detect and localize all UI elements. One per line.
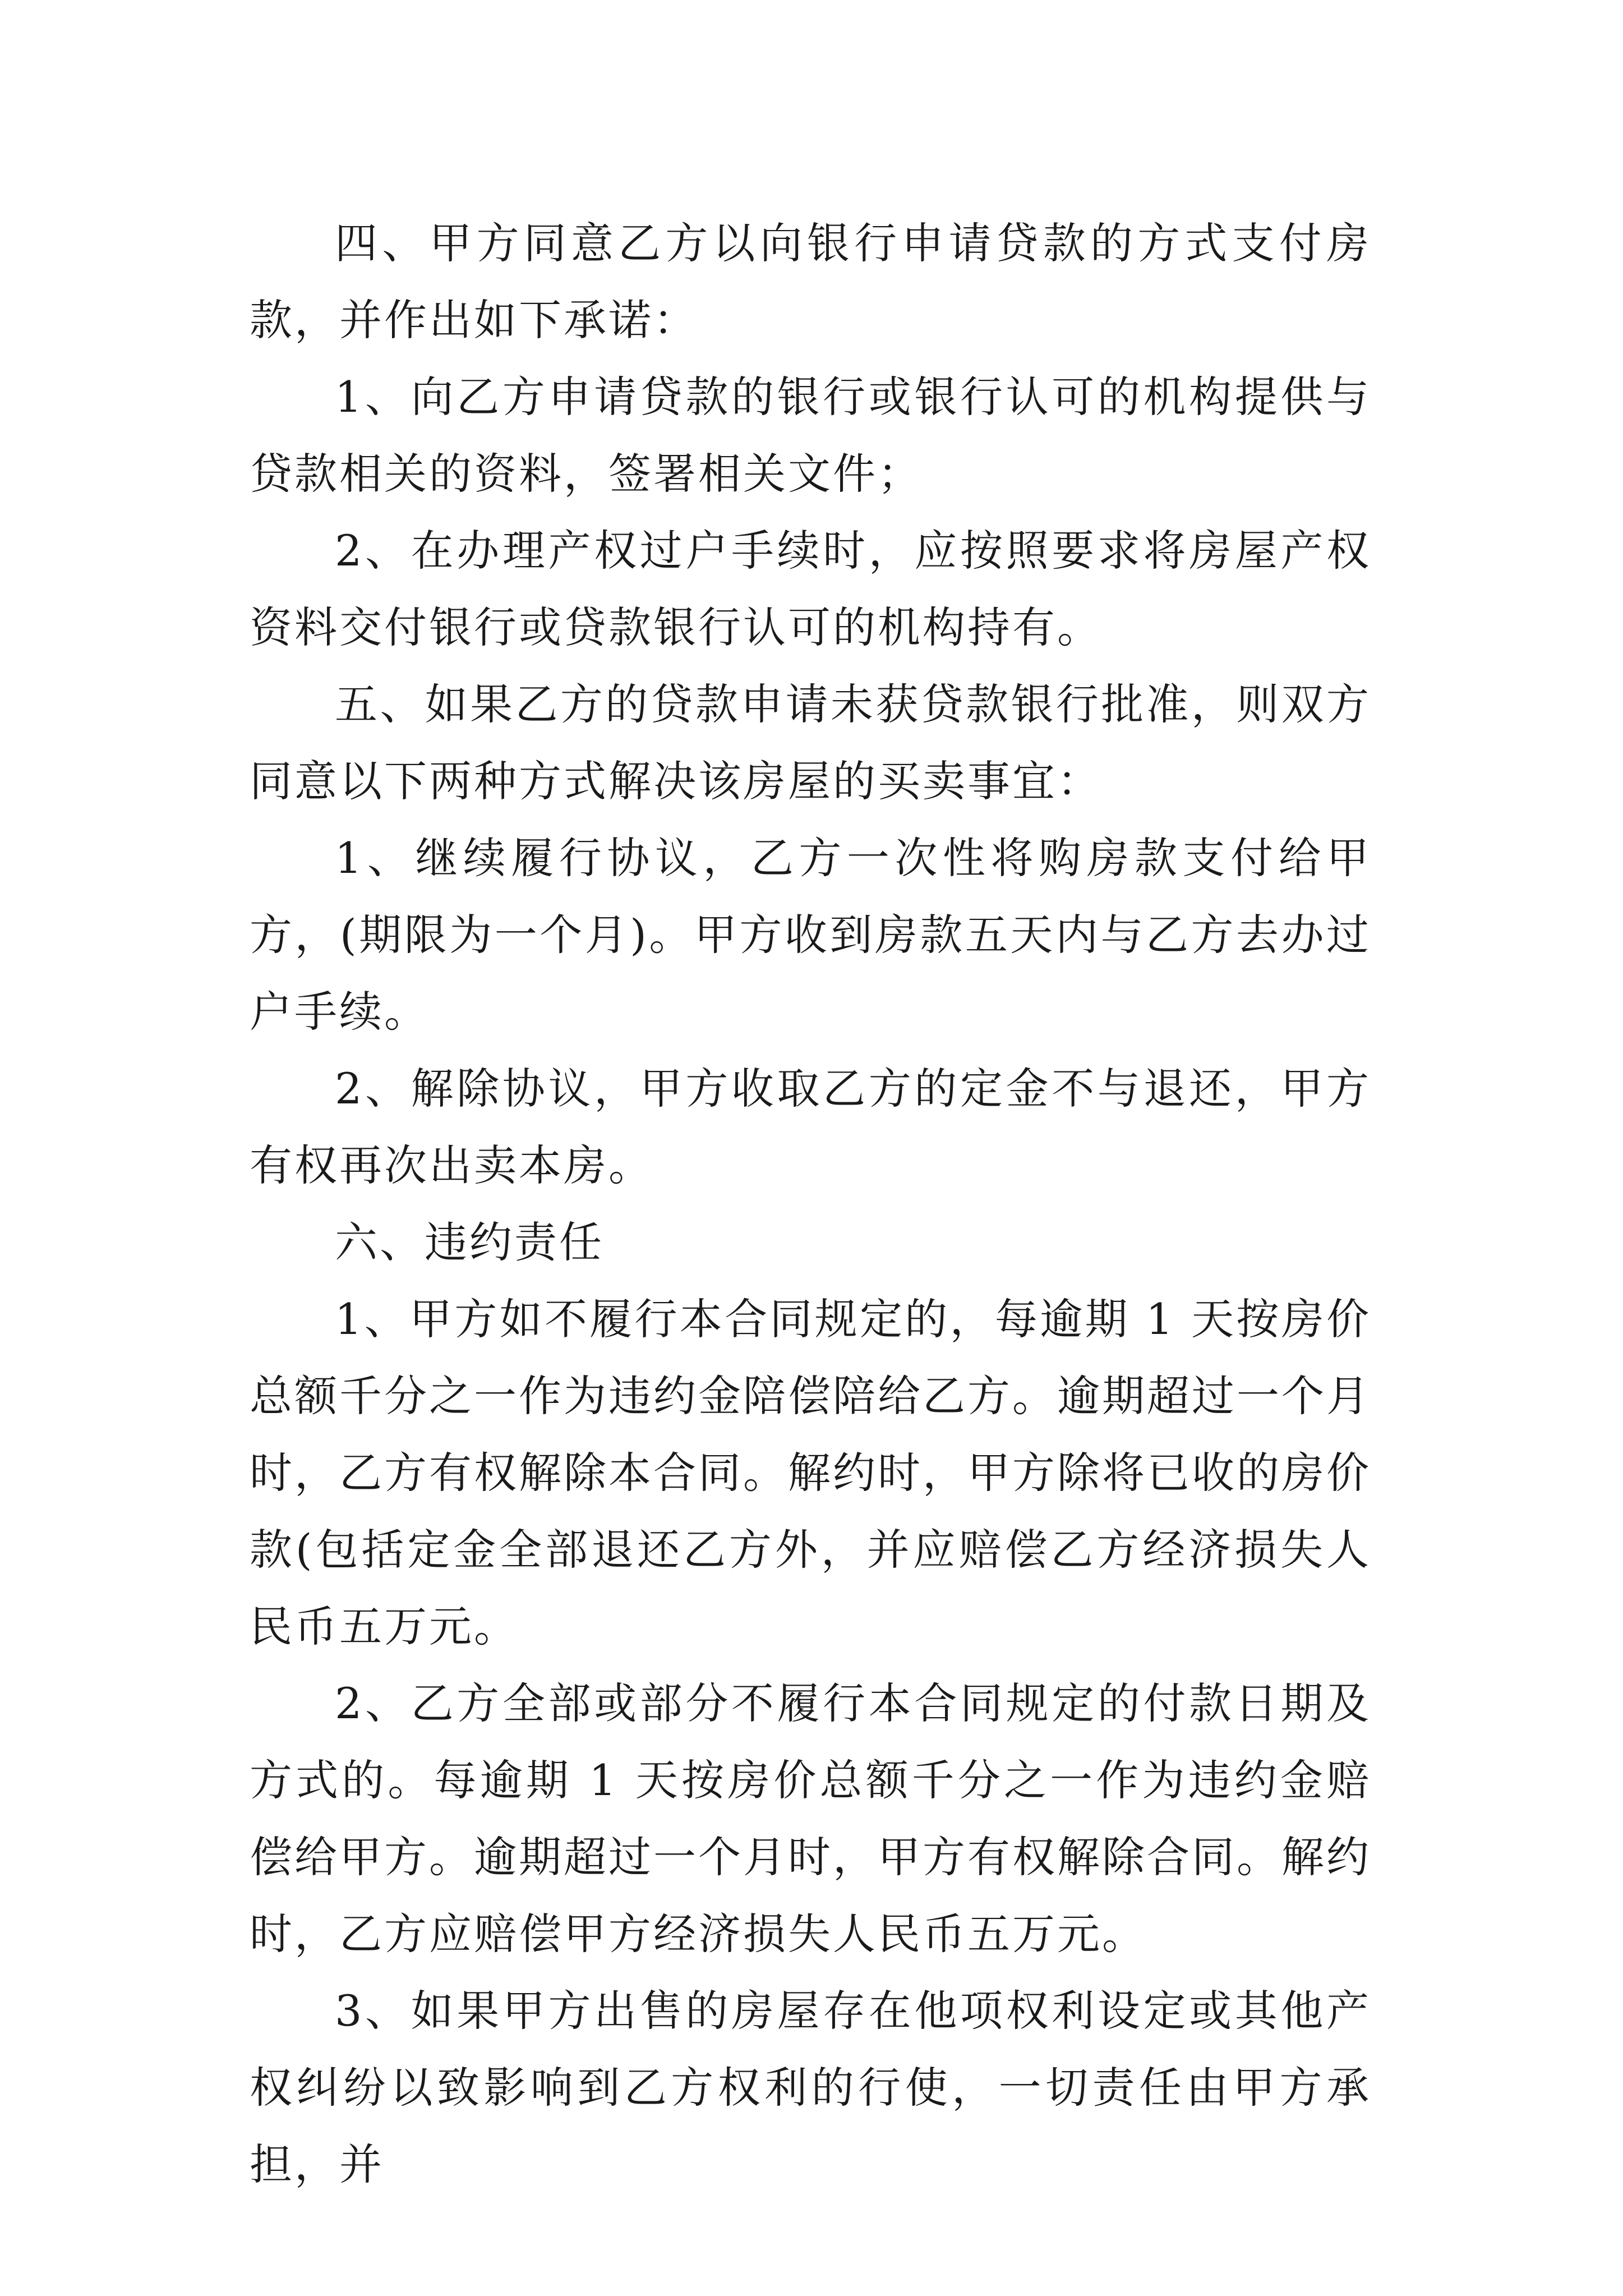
clause-four-paragraph: 四、甲方同意乙方以向银行申请贷款的方式支付房款，并作出如下承诺： [250, 218, 1371, 345]
clause-six-item-1: 1、甲方如不履行本合同规定的，每逾期 1 天按房价总额千分之一作为违约金陪偿陪给乙方。逾期超过一个月时，乙方有权解除本合同。解约时，甲方除将已收的房价款(包括定金全部退还乙方外，并应赔偿乙方经济损失人民币五万元。 [250, 1294, 1371, 1651]
document-body [250, 205, 1371, 2203]
clause-six-item-3: 3、如果甲方出售的房屋存在他项权利设定或其他产权纠纷以致影响到乙方权利的行使，一切责任由甲方承担，并 [250, 1986, 1371, 2189]
clause-six-heading: 六、违约责任 [335, 1217, 604, 1267]
clause-six-item-2: 2、乙方全部或部分不履行本合同规定的付款日期及方式的。每逾期 1 天按房价总额千分之一作为违约金赔偿给甲方。逾期超过一个月时，甲方有权解除合同。解约时，乙方应赔偿甲方经济损失人民币五万元。 [250, 1678, 1371, 1959]
clause-four-item-1: 1、向乙方申请贷款的银行或银行认可的机构提供与贷款相关的资料，签署相关文件； [250, 372, 1371, 499]
clause-five-item-1: 1、继续履行协议，乙方一次性将购房款支付给甲方，(期限为一个月)。甲方收到房款五天内与乙方去办过户手续。 [250, 833, 1371, 1037]
clause-five-paragraph: 五、如果乙方的贷款申请未获贷款银行批准，则双方同意以下两种方式解决该房屋的买卖事宜： [250, 679, 1371, 806]
clause-five-item-2: 2、解除协议，甲方收取乙方的定金不与退还，甲方有权再次出卖本房。 [250, 1064, 1371, 1190]
clause-four-item-2: 2、在办理产权过户手续时，应按照要求将房屋产权资料交付银行或贷款银行认可的机构持有。 [250, 526, 1371, 652]
